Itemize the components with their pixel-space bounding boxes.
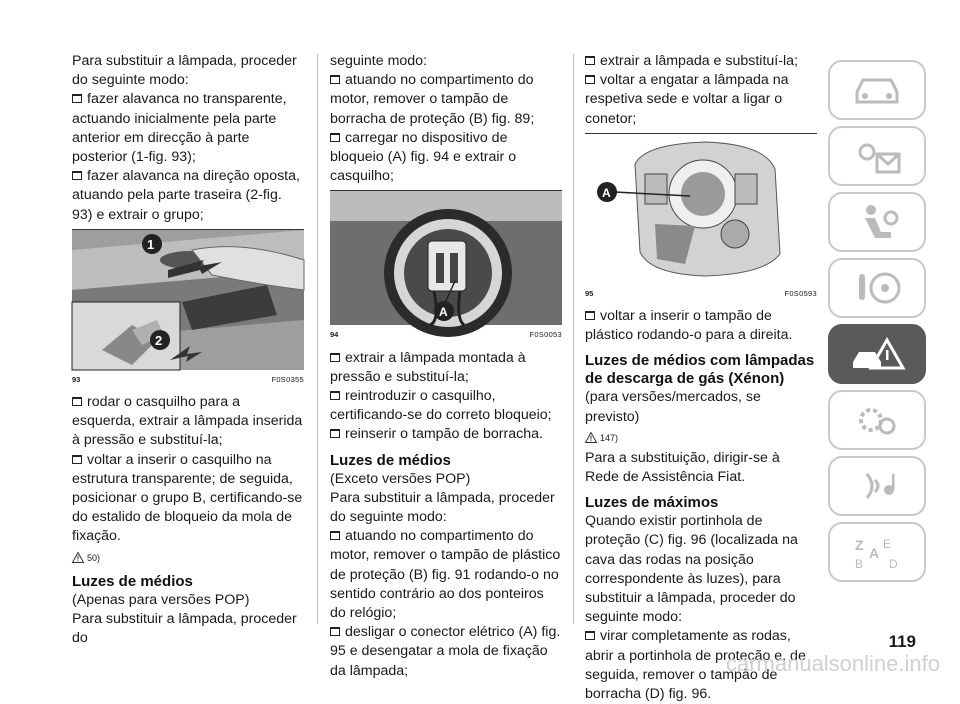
bullet-item: extrair a lâmpada e substituí-la; [585,52,817,71]
paragraph: Para substituir a lâmpada, proceder do seguinte modo: [72,53,297,89]
checkbox-bullet-icon [585,631,595,640]
checkbox-bullet-icon [585,56,595,65]
section-heading: Luzes de médios [330,451,451,469]
bullet-item: virar completamente as rodas, abrir a portinhola de proteção e, de seguida, remover o tampão de borracha (D) fig. 96. [585,628,806,703]
warning-icon [585,432,597,443]
figure-94 [330,190,562,344]
figure-number: 94 [330,330,339,340]
checkbox-bullet-icon [72,397,82,406]
multimedia-icon [847,466,907,506]
bullet-item: carregar no dispositivo de bloqueio (A) fig. 94 e extrair o casquilho; [330,129,517,185]
tab-safety[interactable] [828,192,926,252]
bullet-item: atuando no compartimento do motor, remover o tampão de borracha de proteção (B) fig. 89; [330,72,535,127]
figure-caption [585,284,817,303]
section-heading: Luzes de médios [72,572,193,590]
column-separator [573,54,574,624]
checkbox-bullet-icon [330,133,340,142]
chapter-tabs [828,60,928,588]
checkbox-bullet-icon [330,353,340,362]
section-heading: Luzes de médios com lâmpadas de descarga de gás (Xénon) [585,352,815,388]
checkbox-bullet-icon [585,311,595,320]
figure-95-image [585,133,817,283]
paragraph: seguinte modo: [330,53,428,69]
svg-text:A: A [869,545,880,561]
section-heading: Luzes de máximos [585,494,719,512]
checkbox-bullet-icon [330,391,340,400]
lights-message-icon [847,136,907,176]
paragraph: (Exceto versões POP) [330,470,471,487]
bullet-item: fazer alavanca na direção oposta, atuando pela parte traseira (2-fig. 93) e extrair o grupo; [72,168,300,223]
index-letters-icon [847,532,907,572]
page-number: 119 [888,632,916,651]
figure-93-callout-1: 1 [147,236,155,252]
bullet-item: desligar o conector elétrico (A) fig. 95 e desengatar a mola de fixação da lâmpada; [330,624,561,679]
figure-code: F0S0355 [271,374,304,384]
car-dashboard-icon [847,70,907,110]
tab-starting-driving[interactable] [828,258,926,318]
bullet-item: voltar a inserir o tampão de plástico rodando-o para a direita. [585,308,793,344]
svg-text:Z: Z [855,537,864,553]
checkbox-bullet-icon [330,429,340,438]
warning-note: 50) [72,550,304,566]
paragraph: Para a substituição, dirigir-se à Rede de Assistência Fiat. [585,449,780,486]
paragraph: Para substituir a lâmpada, proceder do [72,610,297,647]
emergency-crash-icon [847,334,907,374]
tab-multimedia[interactable] [828,456,926,516]
figure-number: 93 [72,374,81,384]
column-1 [72,52,304,648]
bullet-item: voltar a inserir o casquilho na estrutura transparente; de seguida, posicionar o grupo B, certificando-se do estalido de bloqueio da mola de fixação. [72,451,303,545]
checkbox-bullet-icon [330,627,340,636]
tab-car-dashboard[interactable] [828,60,926,120]
bullet-item: reintroduzir o casquilho, certificando-se do correto bloqueio; [330,388,552,424]
figure-95 [585,133,817,303]
paragraph: (para versões/mercados, se previsto) [585,389,761,425]
paragraph: Quando existir portinhola de proteção (C) fig. 96 (localizada na cava das rodas na posição correspondente às luzes), para substituir a lâmpada, proceder do seguinte modo: [585,513,798,626]
warning-note: 147) [585,430,817,446]
paragraph: Para substituir a lâmpada, proceder do seguinte modo: [330,489,555,526]
checkbox-bullet-icon [72,455,82,464]
figure-code: F0S0593 [784,288,817,298]
figure-95-callout-a: A [602,185,611,200]
bullet-item: voltar a engatar a lâmpada na respetiva sede e voltar a ligar o conetor; [585,72,789,127]
column-2 [330,52,562,681]
bullet-item: fazer alavanca no transparente, actuando inicialmente pela parte anterior em direcção à parte posterior (1-fig. 93); [72,91,287,166]
checkbox-bullet-icon [72,94,82,103]
bullet-item: reinserir o tampão de borracha. [330,425,562,444]
bullet-item: atuando no compartimento do motor, remover o tampão de plástico de proteção (B) fig. 91 rodando-o no sentido contrário ao dos ponteiros do relógio; [330,528,561,622]
maintenance-gears-icon [847,400,907,440]
figure-94-callout-a: A [439,305,448,320]
figure-93-callout-2: 2 [155,332,163,348]
figure-93 [72,229,304,389]
svg-text:E: E [883,537,892,551]
tab-index[interactable] [828,522,926,582]
checkbox-bullet-icon [72,171,82,180]
tab-maintenance[interactable] [828,390,926,450]
figure-93-image [72,229,304,369]
column-3 [585,52,817,704]
column-separator [317,54,318,624]
checkbox-bullet-icon [330,531,340,540]
tab-emergency[interactable] [828,324,926,384]
checkbox-bullet-icon [585,75,595,84]
watermark: carmanualsonline.info [725,651,940,676]
warning-icon [72,552,84,563]
steering-key-icon [847,268,907,308]
tab-lights-messages[interactable] [828,126,926,186]
bullet-item: rodar o casquilho para a esquerda, extrair a lâmpada inserida à pressão e substituí-la; [72,394,303,449]
figure-94-image [330,190,562,324]
seat-airbag-icon [847,202,907,242]
paragraph: (Apenas para versões POP) [72,591,250,608]
bullet-item: extrair a lâmpada montada à pressão e substituí-la; [330,349,526,385]
svg-text:B: B [855,557,864,571]
figure-caption [72,370,304,389]
checkbox-bullet-icon [330,75,340,84]
svg-text:D: D [889,557,898,571]
figure-number: 95 [585,288,594,298]
figure-code: F0S0053 [529,330,562,340]
